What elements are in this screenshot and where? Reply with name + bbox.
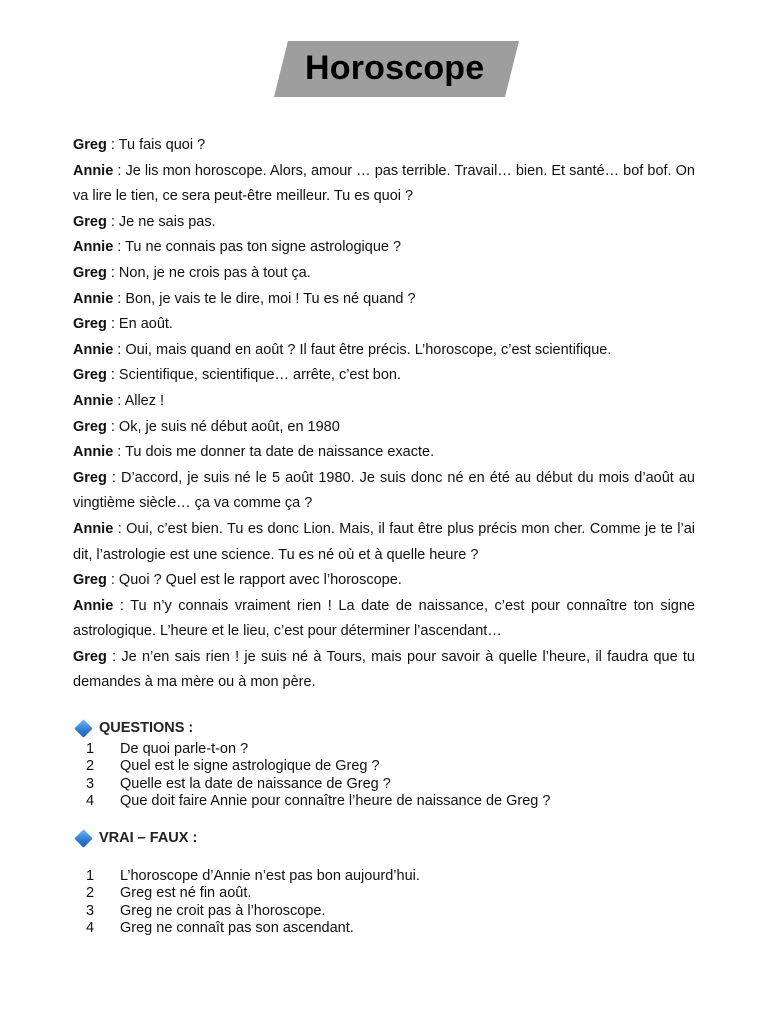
item-number: 4 <box>86 919 95 936</box>
list-item <box>86 868 420 885</box>
line-text: : Non, je ne crois pas à tout ça. <box>106 264 311 281</box>
dialogue-line <box>73 133 695 159</box>
vrai-faux-list <box>86 868 420 937</box>
speaker-name: Annie <box>73 162 114 179</box>
item-text: Que doit faire Annie pour connaître l’heure de naissance de Greg ? <box>120 792 551 809</box>
line-text: : Tu ne connais pas ton signe astrologique ? <box>113 239 402 256</box>
speaker-name: Greg <box>73 137 107 153</box>
list-item <box>86 793 550 810</box>
line-text: : Bon, je vais te le dire, moi ! Tu es né quand ? <box>113 290 416 307</box>
line-text: : Oui, c’est bien. Tu es donc Lion. Mais, il faut être plus précis mon cher. Comme je te l’ai dit, l’astrologie est une science. Tu es né où et à quelle heure ? <box>73 520 695 563</box>
item-number: 4 <box>86 792 95 809</box>
item-number: 2 <box>86 758 95 775</box>
dialogue-line <box>73 261 695 287</box>
list-item <box>86 741 550 758</box>
dialogue-line <box>73 415 695 441</box>
speaker-name: Greg <box>73 367 107 384</box>
item-number: 2 <box>86 885 95 902</box>
blue-diamond-icon <box>74 829 92 847</box>
vrai-faux-heading-label: VRAI – FAUX : <box>99 830 198 846</box>
list-item <box>86 920 420 937</box>
list-item <box>86 776 550 793</box>
dialogue-line <box>73 210 695 236</box>
questions-list <box>86 741 550 810</box>
line-text: : Tu n’y connais vraiment rien ! La date de naissance, c’est pour connaître ton signe astrologique. L’heure et le lieu, c’est pour déterminer l’ascendant… <box>73 597 695 640</box>
dialogue-line <box>73 159 695 210</box>
vrai-faux-heading <box>74 830 197 846</box>
line-text: : Scientifique, scientifique… arrête, c’est bon. <box>106 367 402 384</box>
speaker-name: Annie <box>73 341 114 358</box>
speaker-name: Annie <box>73 444 114 461</box>
dialogue-line <box>73 363 695 389</box>
dialogue-line <box>73 235 695 261</box>
speaker-name: Greg <box>73 213 107 230</box>
dialogue-line <box>73 389 695 415</box>
list-item <box>86 903 420 920</box>
item-text: De quoi parle-t-on ? <box>120 741 249 757</box>
speaker-name: Annie <box>73 520 114 537</box>
speaker-name: Greg <box>73 648 107 665</box>
item-number: 3 <box>86 902 95 919</box>
dialogue-line <box>73 312 695 338</box>
page-title: Horoscope <box>305 49 485 87</box>
dialogue-line <box>73 517 695 568</box>
line-text: : Je lis mon horoscope. Alors, amour … pas terrible. Travail… bien. Et santé… bof bof. On va lire le tien, ce sera peut-être meilleur. Tu es quoi ? <box>73 162 695 205</box>
speaker-name: Annie <box>73 392 114 409</box>
dialogue-line <box>73 466 695 517</box>
item-number: 1 <box>86 868 95 884</box>
dialogue-line <box>73 568 695 594</box>
speaker-name: Annie <box>73 290 114 307</box>
speaker-name: Greg <box>73 316 107 333</box>
line-text: : Tu dois me donner ta date de naissance exacte. <box>113 444 435 461</box>
line-text: : Ok, je suis né début août, en 1980 <box>106 418 340 435</box>
line-text: : Tu fais quoi ? <box>106 137 206 153</box>
item-text: Quel est le signe astrologique de Greg ? <box>120 758 380 775</box>
speaker-name: Greg <box>73 469 107 486</box>
dialogue-line <box>73 287 695 313</box>
line-text: : Oui, mais quand en août ? Il faut être précis. L’horoscope, c’est scientifique. <box>113 341 612 358</box>
item-number: 3 <box>86 775 95 792</box>
questions-heading-label: QUESTIONS : <box>99 720 194 736</box>
item-text: L’horoscope d’Annie n’est pas bon aujourd’hui. <box>120 868 420 884</box>
speaker-name: Greg <box>73 572 107 589</box>
list-item <box>86 758 550 775</box>
list-item <box>86 885 420 902</box>
dialogue-line <box>73 440 695 466</box>
dialogue-line <box>73 338 695 364</box>
line-text: : Je n’en sais rien ! je suis né à Tours, mais pour savoir à quelle l’heure, il faudra que tu demandes à ma mère ou à mon père. <box>73 648 695 691</box>
dialogue <box>73 133 695 696</box>
speaker-name: Annie <box>73 597 114 614</box>
dialogue-line <box>73 645 695 696</box>
line-text: : Quoi ? Quel est le rapport avec l’horoscope. <box>106 572 402 589</box>
item-text: Greg ne connaît pas son ascendant. <box>120 919 354 936</box>
line-text: : Allez ! <box>113 392 165 409</box>
item-text: Quelle est la date de naissance de Greg ? <box>120 775 391 792</box>
blue-diamond-icon <box>74 719 92 737</box>
line-text: : D’accord, je suis né le 5 août 1980. Je suis donc né en été au début du mois d’août au vingtième siècle… ça va comme ça ? <box>73 469 695 512</box>
item-number: 1 <box>86 741 95 757</box>
line-text: : En août. <box>106 316 173 333</box>
item-text: Greg est né fin août. <box>120 885 252 902</box>
questions-heading <box>74 720 193 736</box>
item-text: Greg ne croit pas à l’horoscope. <box>120 902 326 919</box>
speaker-name: Annie <box>73 239 114 256</box>
speaker-name: Greg <box>73 418 107 435</box>
speaker-name: Greg <box>73 264 107 281</box>
line-text: : Je ne sais pas. <box>106 213 216 230</box>
dialogue-line <box>73 594 695 645</box>
